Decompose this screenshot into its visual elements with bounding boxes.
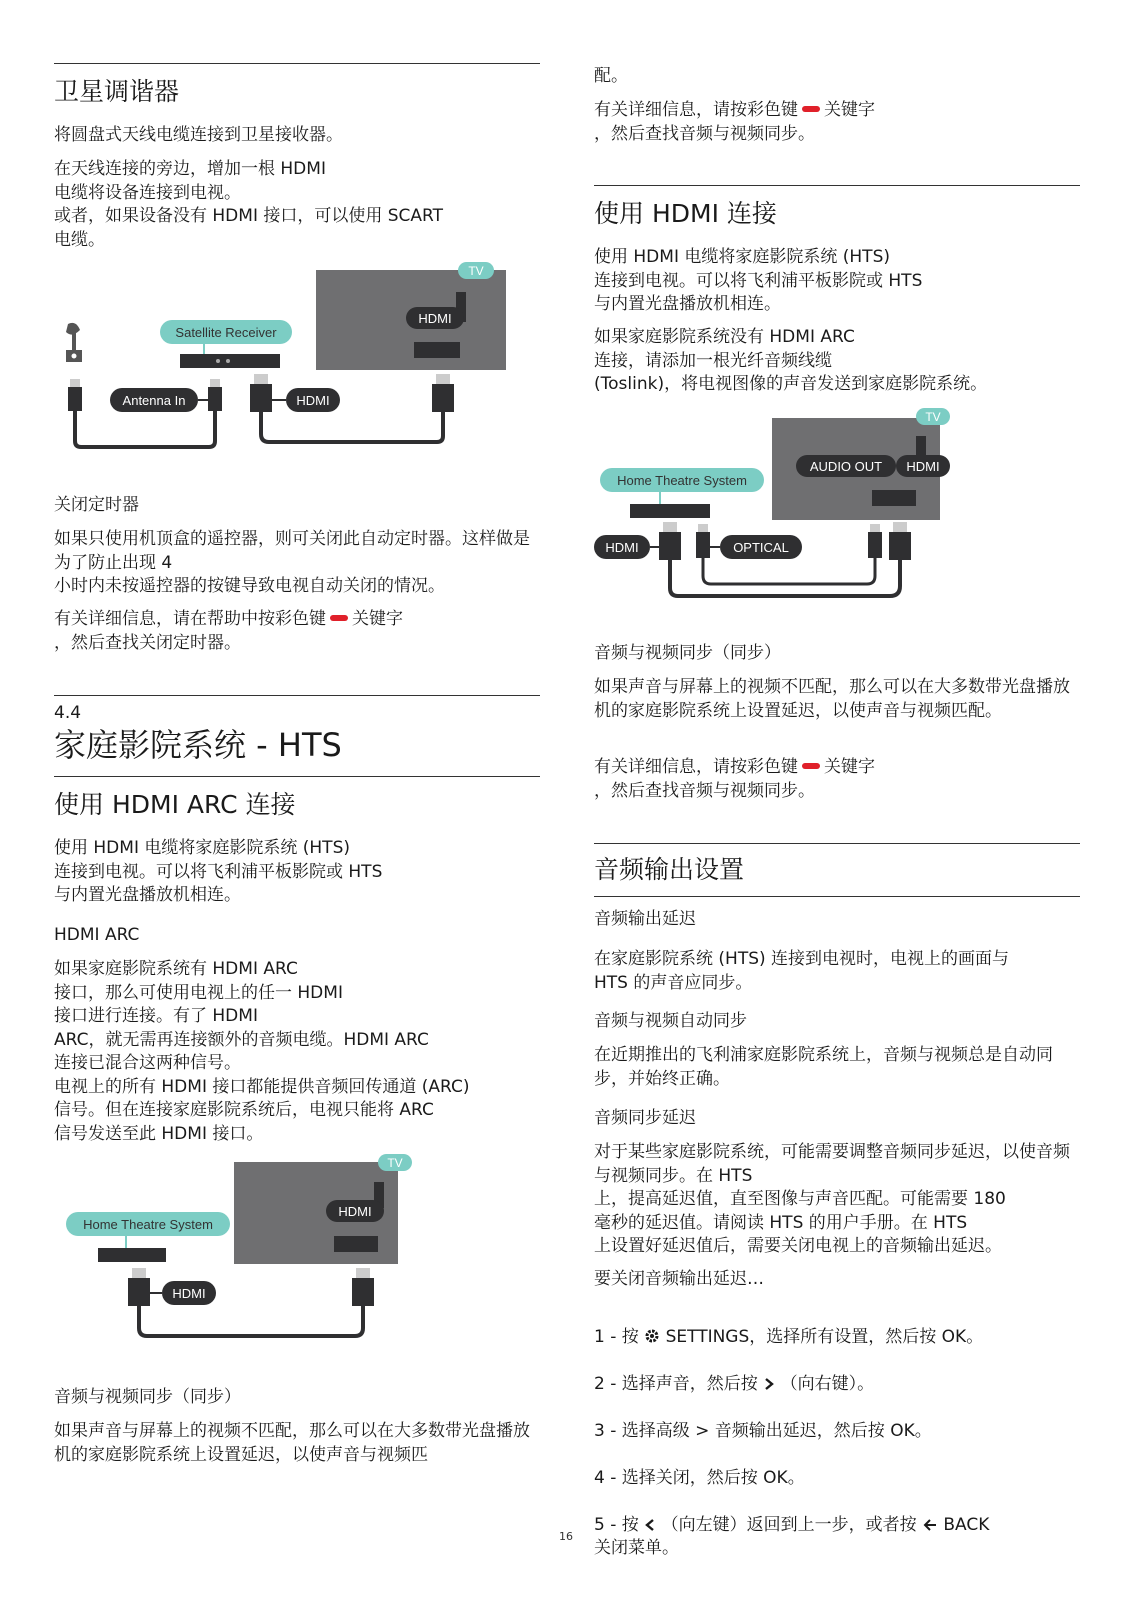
optical-label: OPTICAL — [733, 540, 789, 555]
tv-label: TV — [468, 264, 484, 278]
more-info-text: ，然后查找音频与视频同步。 — [594, 780, 815, 801]
more-info — [54, 608, 540, 655]
section-title-satellite: 卫星调谐器 — [54, 77, 180, 106]
step-1 — [594, 1326, 1080, 1350]
red-color-key-icon — [802, 763, 820, 769]
step-text: 2 - 选择声音，然后按 — [594, 1373, 758, 1394]
red-color-key-icon — [802, 106, 820, 112]
chapter-number: 4.4 — [54, 703, 82, 723]
more-info-text: 有关详细信息，请按彩色键 — [594, 757, 798, 777]
tv-label: TV — [925, 410, 941, 424]
section-rule — [54, 695, 540, 696]
optical-plug-hts — [696, 524, 710, 558]
more-info-text: ，然后查找音频与视频同步。 — [594, 123, 815, 144]
paragraph: 对于某些家庭影院系统，可能需要调整音频同步延迟，以使音频与视频同步。在 HTS 上，提高延迟值，直至图像与声音匹配。可能需要 180 毫秒的延迟值。请阅读 HTS 的用户手册。在 HTS 上设置好延迟值后，需要关闭电视上的音频输出延迟。 — [594, 1142, 1070, 1256]
paragraph: 如果声音与屏幕上的视频不匹配，那么可以在大多数带光盘播放机的家庭影院系统上设置延迟，以使声音与视频匹 — [54, 1421, 530, 1465]
satellite-connection-diagram — [54, 262, 514, 462]
more-info-keyword: 关键字 — [824, 757, 875, 777]
gear-icon — [644, 1328, 660, 1344]
step-text: （向左键）返回到上一步，或者按 — [661, 1514, 917, 1535]
paragraph: 如果只使用机顶盒的遥控器，则可关闭此自动定时器。这样做是为了防止出现 4 小时内未按遥控器的按键导致电视自动关闭的情况。 — [54, 529, 530, 596]
hdmi-plug-tv — [352, 1268, 374, 1306]
antenna-label: Antenna In — [122, 393, 186, 408]
paragraph: 如果家庭影院系统有 HDMI ARC 接口，那么可使用电视上的任一 HDMI 接口进行连接。有了 HDMI ARC，就无需再连接额外的音频电缆。HDMI ARC 连接已混合这两种信号。 电视上的所有 HDMI 接口都能提供音频回传通道 (ARC) 信号。但在连接家庭影院系统后，电视只能将 ARC 信号发送至此 HDMI 接口。 — [54, 959, 470, 1144]
hts-box — [98, 1248, 166, 1262]
audio-out-label: AUDIO OUT — [809, 459, 883, 474]
hdmi-plug-tv — [432, 374, 454, 412]
step-text: BACK — [943, 1514, 990, 1535]
step-text: 5 - 按 — [594, 1514, 639, 1535]
hdmi-optical-connection-diagram — [594, 404, 1064, 614]
hdmi-plug-tv — [889, 522, 911, 560]
paragraph: 使用 HDMI 电缆将家庭影院系统 (HTS) 连接到电视。可以将飞利浦平板影院或 HTS 与内置光盘播放机相连。 — [594, 247, 923, 314]
hdmi-port-label: HDMI — [906, 459, 940, 474]
step-2 — [594, 1373, 1080, 1397]
hdmi-plug-receiver — [250, 374, 272, 412]
more-info-text: 有关详细信息，请按彩色键 — [594, 100, 798, 120]
step-text: （向右键）。 — [780, 1373, 875, 1394]
section-rule — [54, 63, 540, 64]
subheading: 音频输出延迟 — [594, 909, 696, 929]
satellite-dish-icon — [66, 323, 82, 362]
section-title-audio-out: 音频输出设置 — [594, 855, 745, 884]
hdmi-cable-label: HDMI — [172, 1286, 206, 1301]
subheading: 音频与视频同步（同步） — [594, 643, 781, 663]
chapter-title: 家庭影院系统 - HTS — [54, 726, 342, 764]
subheading: 要关闭音频输出延迟… — [594, 1269, 764, 1289]
paragraph: 在家庭影院系统 (HTS) 连接到电视时，电视上的画面与 HTS 的声音应同步。 — [594, 949, 1010, 993]
more-info-text: ，然后查找关闭定时器。 — [54, 632, 241, 653]
section-title-hdmi: 使用 HDMI 连接 — [594, 199, 777, 228]
hdmi-cable-label: HDMI — [296, 393, 330, 408]
paragraph: 在近期推出的飞利浦家庭影院系统上，音频与视频总是自动同步，并始终正确。 — [594, 1045, 1053, 1089]
hdmi-port-label: HDMI — [338, 1204, 372, 1219]
step-4: 4 - 选择关闭，然后按 OK。 — [594, 1467, 805, 1488]
red-color-key-icon — [330, 615, 348, 621]
page-number: 16 — [559, 1530, 573, 1543]
subheading: HDMI ARC — [54, 925, 140, 945]
more-info-text: 有关详细信息，请在帮助中按彩色键 — [54, 609, 326, 629]
more-info — [594, 756, 1080, 803]
section-title-arc: 使用 HDMI ARC 连接 — [54, 790, 296, 819]
antenna-plug-right — [208, 379, 222, 411]
paragraph: 如果声音与屏幕上的视频不匹配，那么可以在大多数带光盘播放机的家庭影院系统上设置延迟，以使声音与视频匹配。 — [594, 677, 1070, 721]
hts-label: Home Theatre System — [83, 1217, 213, 1232]
subheading: 关闭定时器 — [54, 495, 139, 515]
section-rule — [54, 776, 540, 777]
step-text: SETTINGS，选择所有设置，然后按 OK。 — [665, 1326, 984, 1347]
subheading: 音频与视频同步（同步） — [54, 1387, 241, 1407]
step-text: 1 - 按 — [594, 1326, 639, 1347]
hdmi-arc-connection-diagram — [54, 1150, 514, 1350]
tv-label: TV — [387, 1156, 403, 1170]
section-rule — [594, 843, 1080, 844]
more-info-keyword: 关键字 — [352, 609, 403, 629]
hts-box — [630, 504, 710, 518]
section-rule — [594, 185, 1080, 186]
subheading: 音频与视频自动同步 — [594, 1011, 747, 1031]
optical-plug-tv — [868, 524, 882, 558]
paragraph: 将圆盘式天线电缆连接到卫星接收器。 — [54, 125, 343, 145]
step-text: 关闭菜单。 — [594, 1538, 679, 1558]
antenna-plug-left — [68, 379, 82, 411]
hts-label: Home Theatre System — [617, 473, 747, 488]
paragraph: 配。 — [594, 66, 628, 86]
hdmi-plug-hts — [659, 522, 681, 560]
step-3: 3 - 选择高级 > 音频输出延迟，然后按 OK。 — [594, 1420, 932, 1441]
hdmi-plug-hts — [128, 1268, 150, 1306]
paragraph: 如果家庭影院系统没有 HDMI ARC 连接，请添加一根光纤音频线缆 (Toslink)，将电视图像的声音发送到家庭影院系统。 — [594, 327, 988, 394]
hdmi-cable-label: HDMI — [605, 540, 639, 555]
paragraph: 使用 HDMI 电缆将家庭影院系统 (HTS) 连接到电视。可以将飞利浦平板影院或 HTS 与内置光盘播放机相连。 — [54, 838, 383, 905]
chevron-right-icon — [763, 1377, 775, 1391]
hdmi-port-label: HDMI — [418, 311, 452, 326]
more-info — [594, 99, 1080, 146]
paragraph: 在天线连接的旁边，增加一根 HDMI 电缆将设备连接到电视。 或者，如果设备没有 HDMI 接口，可以使用 SCART 电缆。 — [54, 159, 444, 250]
more-info-keyword: 关键字 — [824, 100, 875, 120]
section-rule — [594, 896, 1080, 897]
receiver-label: Satellite Receiver — [175, 325, 277, 340]
subheading: 音频同步延迟 — [594, 1108, 696, 1128]
